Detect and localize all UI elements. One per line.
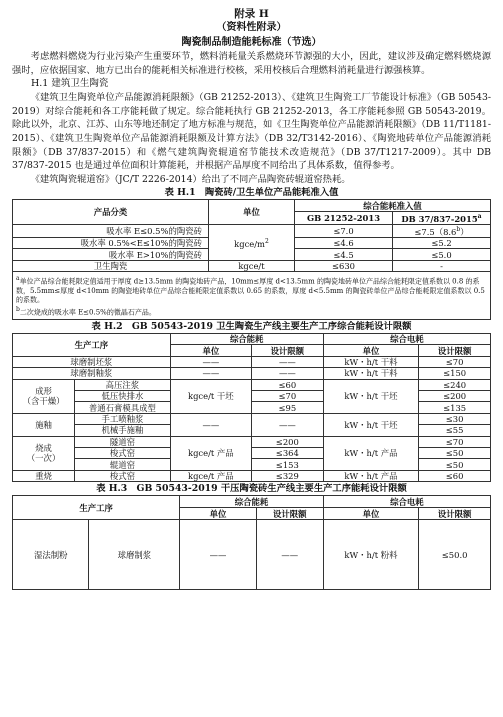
col-header-process: 生产工序 [13,496,180,520]
col-header-energy: 综合能耗 [170,334,323,345]
col-header-process: 生产工序 [13,334,171,357]
table-notes [13,272,491,320]
appendix-title: 陶瓷制品制造能耗标准（节选） [181,37,322,48]
col-header-group: 综合能耗准入值 [295,200,491,212]
group-firing: 烧成 （一次） [13,436,75,470]
table-row: 梭式窑 ≤364 ≤50 [13,448,491,459]
col-header-power: 综合电耗 [323,334,490,345]
table-row: 普通石膏模具成型 ≤95 ≤135 [13,402,491,413]
col-header-category: 产品分类 [13,200,209,225]
table-row: 吸水率 E>10%的陶瓷砖 ≤4.5 ≤5.0 [13,249,491,261]
table-row: 低压快排水 ≤70 ≤200 [13,391,491,402]
table-row: 成形 （含干燥） 高压注浆 kgce/t 干坯 ≤60 kW・h/t 干坯 ≤240 [13,379,491,390]
table-row: 重烧 梭式窑 kgce/t 产品 ≤329 kW・h/t 产品 ≤60 [13,470,491,481]
table-row: 吸水率 E≤0.5%的陶瓷砖 kgce/$m^2$ ≤7.0 ≤7.5（8.6$^b$） [13,225,491,238]
standards-paragraph: 《建筑卫生陶瓷单位产品能源消耗限额》（GB 21252-2013）、《建筑卫生陶瓷工厂节能设计标准》（GB 50543-2019）对综合能耗和各工序能耗做了规定。综合能耗执行 GB 21252-2013，各工序能耗参照 GB 50543-2019。除此以外，北京、江苏、山东等地还制定了地方标准与规范，如《卫生陶瓷单位产品能源消耗限额》（DB 11/T1181-2015）、《建筑卫生陶瓷单位产品能源消耗限额及计算方法》（DB 32/T3142-2016）、《陶瓷地砖单位产品能源消耗限额》（DB 37/837-2015）和《燃气建筑陶瓷辊道窑节能技术改造规范》（DB 37/T1217-2009）。其中 DB 37/837-2015 也是通过单位面积计算能耗，并根据产品厚度不同给出了具体系数，值得参考。 [12,92,491,172]
note-a: $^a$单位产品综合能耗限定值适用于厚度 d≥13.5mm 的陶瓷地砖产品，10mm≤厚度 d<13.5mm 的陶瓷地砖单位产品综合能耗限定值系数以 0.8 的系数，5.5mm≤厚度 d<10mm 的陶瓷地砖单位产品综合能耗限定值系数以 0.65 的系数，厚度 d<5.5mm 的陶瓷砖单位产品综合能耗限定值系数以 0.5 的系数。 [16,275,485,304]
kiln-paragraph: 《建筑陶瓷辊道窑》（JC/T 2226-2014）给出了不同产品陶瓷砖辊道窑热耗。 [30,173,351,185]
table-h2-caption: 表 H.2 GB 50543-2019 卫生陶瓷生产线主要生产工序综合能耗设计限额 [91,321,412,333]
col-header-db: DB 37/837-2015$^a$ [392,212,490,225]
unit-merged: kgce/$m^2$ [208,225,294,261]
note-b: $^b$二次烧成的吸水率 E≤0.5%的微晶石产品。 [16,305,156,317]
table-row: 辊道窑 ≤153 ≤50 [13,459,491,470]
table-row: 机械手施釉 ≤55 [13,425,491,436]
table-row: 球磨制坯浆 —— —— kW・h/t 干料 ≤70 [13,356,491,367]
table-h3-caption: 表 H.3 GB 50543-2019 干压陶瓷砖生产线主要生产工序能耗设计限额 [96,483,407,495]
table-row: 施釉 手工喷釉浆 —— —— kW・h/t 干坯 ≤30 [13,413,491,424]
table-h3: 生产工序 综合能耗 综合电耗 单位 设计限额 单位 设计限额 湿法制粉 球磨制浆 —— —— kW・h/t 粉料 ≤50.0 [12,495,491,590]
table-row: 球磨制釉浆 —— —— kW・h/t 干料 ≤150 [13,368,491,379]
group-forming: 成形 （含干燥） [13,379,75,413]
table-row: 卫生陶瓷 kgce/t ≤630 - [13,260,491,272]
table-h2: 生产工序 综合能耗 综合电耗 单位 设计限额 单位 设计限额 球磨制坯浆 —— —— kW・h/t 干料 ≤70 球磨制釉浆 —— —— kW・h/t 干料 ≤150 成形 （含干燥） 高压注浆 kgce/t 干坯 ≤60 kW・h/t 干坯 ≤240 低压快排水 ≤70 ≤200 普通石膏模具成型 ≤95 ≤135 施釉 手工喷釉浆 —— —— kW・h/t 干坯 ≤30 机械手施釉 ≤55 烧成 （一次） 隧道窑 kgce/t 产品 ≤200 kW・h/t 产品 ≤70 梭式窑 ≤364 ≤50 辊道窑 ≤153 ≤50 重烧 梭式窑 kgce/t 产品 ≤329 kW・h/t 产品 ≤60 [12,333,491,482]
table-h1 [12,199,491,320]
group-glazing: 施釉 [13,413,75,436]
col-header-gb: GB 21252-2013 [295,212,393,225]
table-row: 吸水率 0.5%<E≤10%的陶瓷砖 ≤4.6 ≤5.2 [13,237,491,249]
col-header-unit: 单位 [208,200,294,225]
section-h1-heading: H.1 建筑卫生陶瓷 [31,78,109,90]
table-row: 湿法制粉 球磨制浆 —— —— kW・h/t 粉料 ≤50.0 [13,520,491,590]
col-header-power: 综合电耗 [323,496,490,508]
appendix-label: 附录 H [234,8,269,20]
table-row: 烧成 （一次） 隧道窑 kgce/t 产品 ≤200 kW・h/t 产品 ≤70 [13,436,491,447]
intro-paragraph: 考虑燃料燃烧为行业污染产生重要环节，燃料消耗量关系燃烧环节源强的大小，因此，建议涉及确定燃料燃烧源强时，应依据国家、地方已出台的能耗相关标准进行校核，采用校核后合理燃料消耗量进行源强核算。 [12,51,491,76]
appendix-nature: （资料性附录） [216,22,287,33]
col-header-energy: 综合能耗 [180,496,323,508]
table-h1-caption: 表 H.1 陶瓷砖/卫生单位产品能耗准入值 [164,187,339,199]
